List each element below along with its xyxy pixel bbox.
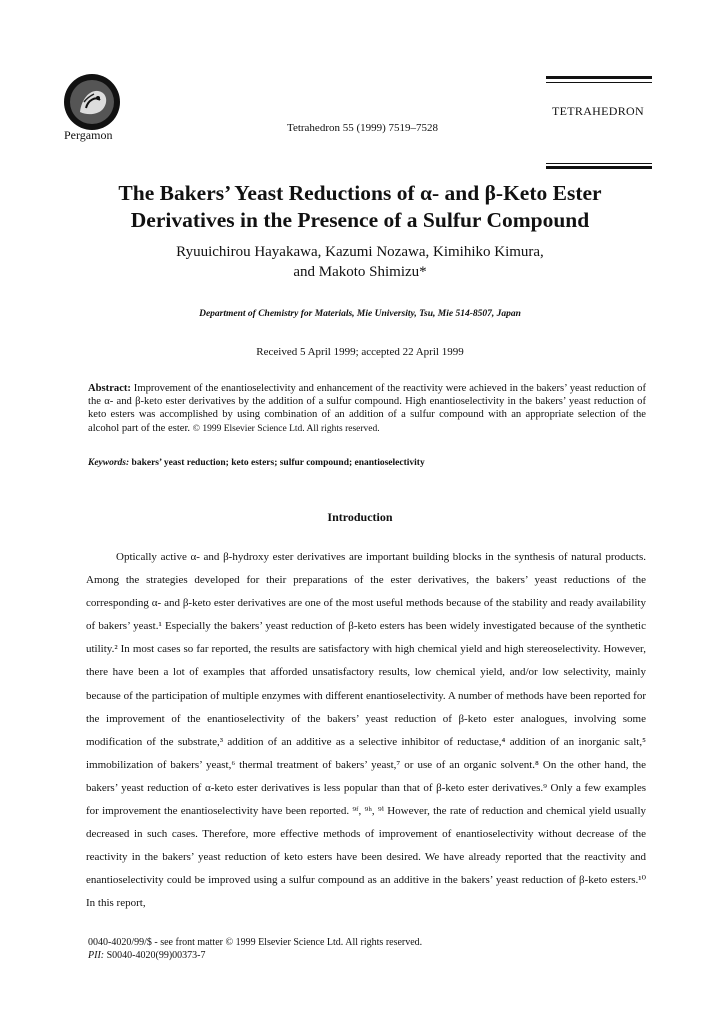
keywords-text: bakers’ yeast reduction; keto esters; sulfur compound; enantioselectivity xyxy=(131,458,425,468)
publisher-name: Pergamon xyxy=(64,128,113,142)
copyright-line: 0040-4020/99/$ - see front matter © 1999 Elsevier Science Ltd. All rights reserved. xyxy=(88,937,423,948)
pii-label: PII: xyxy=(88,950,105,961)
keywords xyxy=(88,458,646,468)
authors-line: and Makoto Shimizu* xyxy=(293,264,427,280)
title-line: The Bakers’ Yeast Reductions of α- and β-Keto Ester xyxy=(118,181,602,205)
front-matter-footnote xyxy=(88,936,422,962)
abstract xyxy=(88,382,646,436)
abstract-rights: © 1999 Elsevier Science Ltd. All rights reserved. xyxy=(192,423,380,434)
introduction-paragraph: Optically active α- and β-hydroxy ester derivatives are important building blocks in the synthesis of natural products. Among the strategies developed for their preparations of the ester derivatives, the bakers’ yeast reductions of the corresponding α- and β-keto ester derivatives are one of the most useful methods because of the stability and ready availability of bakers’ yeast.¹ Especially the bakers’ yeast reduction of β-keto esters has been widely investigated because of the synthetic utility.² In most cases so far reported, the results are satisfactory with high chemical yield and high stereoselectivity. However, there have been a lot of examples that afforded unsatisfactory results, low chemical yield, and/or low selectivity, mainly because of the participation of multiple enzymes with different enantioselectivity. A number of methods have been reported for the improvement of the enantioselectivity of the bakers’ yeast reduction of β-keto ester analogues, involving some modification of the substrate,³ addition of an additive as a selective inhibitor of reductase,⁴ addition of an inorganic salt,⁵ immobilization of bakers’ yeast,⁶ thermal treatment of bakers’ yeast,⁷ or use of an organic solvent.⁸ On the other hand, the bakers’ yeast reduction of α-keto ester derivatives is less popular than that of β-keto ester derivatives.⁹ Only a few examples for improvement the enantioselectivity have been reported. ⁹ᶠ, ⁹ʰ, ⁹ⁱ However, the rate of reduction and chemical yield usually decreased in such cases. Therefore, more effective methods of improvement of enantioselectivity without decrease of the reactivity in the bakers’ yeast reduction of keto esters have been desired. We have already reported that the reactivity and enantioselectivity could be improved using a sulfur compound as an additive in the bakers’ yeast reduction of β-keto esters.¹⁰ In this report, xyxy=(86,551,646,910)
journal-name: TETRAHEDRON xyxy=(552,104,644,118)
abstract-text: Improvement of the enantioselectivity and enhancement of the reactivity were achieved in the bakers’ yeast reduction of the α- and β-keto ester derivatives by the addition of a sulfur compound. High enantioselectivity in the bakers’ yeast reduction of keto esters was accomplished by using combination of an addition of a sulfur compound with an appropriate selection of the alcohol part of the ester. xyxy=(88,383,646,434)
header-rule xyxy=(546,82,652,83)
keywords-label: Keywords: xyxy=(88,458,130,468)
received-dates: Received 5 April 1999; accepted 22 April 1999 xyxy=(256,346,464,358)
header-rule xyxy=(546,76,652,79)
pii-line xyxy=(88,949,422,962)
title-line: Derivatives in the Presence of a Sulfur Compound xyxy=(130,208,590,232)
section-heading-introduction: Introduction xyxy=(327,510,393,524)
header-rule xyxy=(546,163,652,164)
header-rule xyxy=(546,166,652,169)
abstract-label: Abstract: xyxy=(88,383,131,394)
article-title xyxy=(60,180,660,234)
pii-value: S0040-4020(99)00373-7 xyxy=(106,950,206,961)
publisher-logo-icon xyxy=(62,72,122,132)
affiliation: Department of Chemistry for Materials, Mie University, Tsu, Mie 514-8507, Japan xyxy=(199,309,521,319)
authors-line: Ryuuichirou Hayakawa, Kazumi Nozawa, Kimihiko Kimura, xyxy=(176,244,544,260)
journal-reference: Tetrahedron 55 (1999) 7519–7528 xyxy=(287,122,439,134)
author-list xyxy=(60,242,660,282)
